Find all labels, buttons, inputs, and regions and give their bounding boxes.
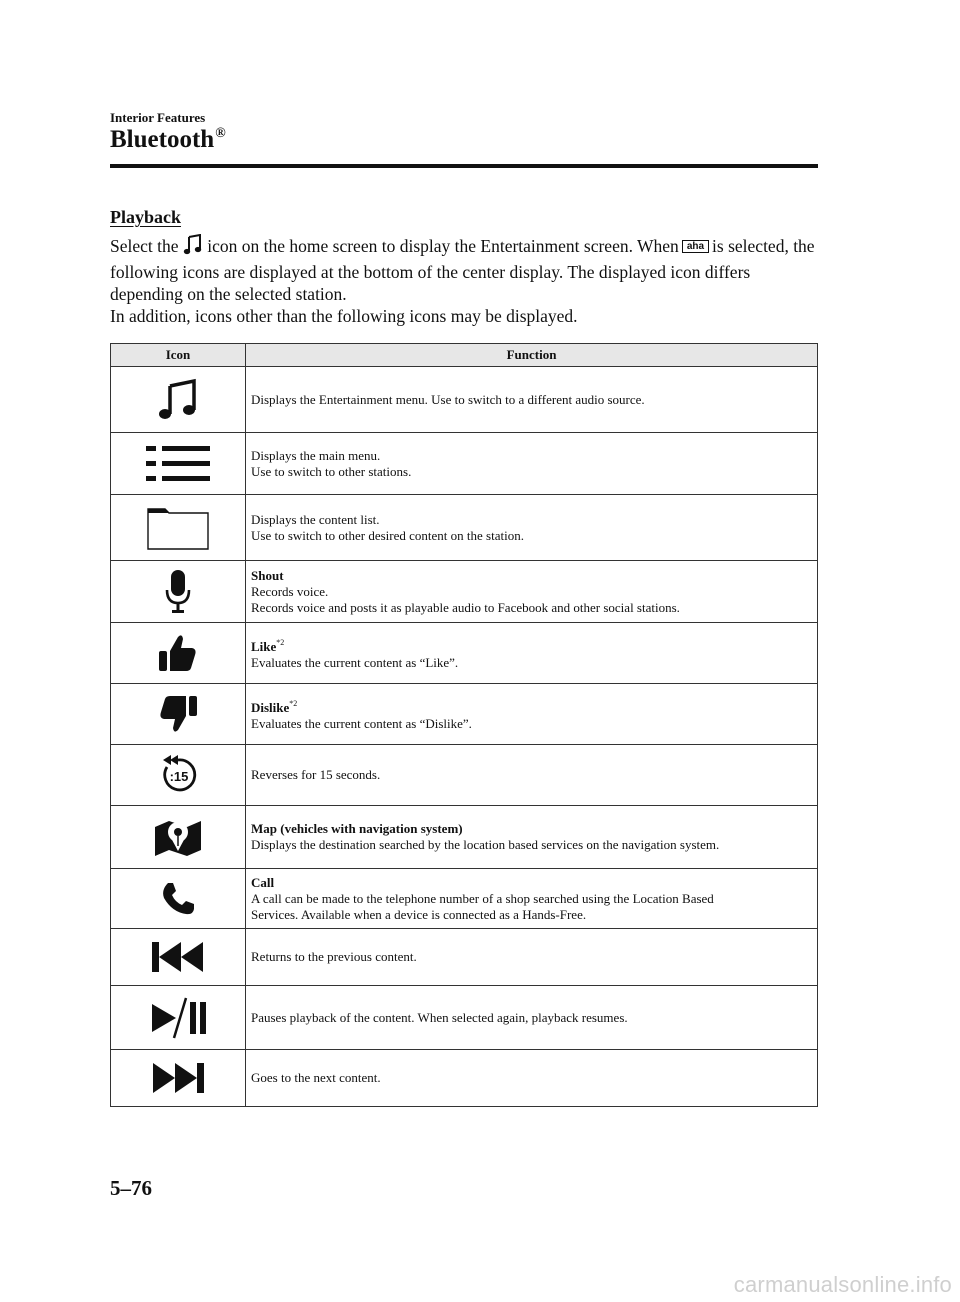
icon-cell — [111, 367, 246, 433]
table-row — [111, 806, 818, 869]
function-title — [251, 635, 817, 655]
function-text: Records voice. — [251, 583, 329, 599]
list-icon — [144, 454, 212, 469]
table-header-row — [111, 344, 818, 367]
function-text: Services. Available when a device is connected as a Hands-Free. — [251, 906, 587, 922]
icon-cell — [111, 684, 246, 745]
function-text: Use to switch to other stations. — [251, 463, 412, 479]
table-row — [111, 929, 818, 986]
function-text: Evaluates the current content as “Like”. — [251, 655, 459, 670]
icon-cell — [111, 561, 246, 623]
icon-cell — [111, 806, 246, 869]
previous-track-icon — [150, 948, 206, 963]
intro-part-c: is selected, the following icons are displayed at the bottom of the center display. The displayed icon differs depending on the selected station. — [110, 236, 815, 304]
aha-badge: aha — [682, 240, 709, 253]
table-row — [111, 684, 818, 745]
function-title — [251, 875, 817, 891]
microphone-icon — [164, 582, 192, 597]
function-text: Evaluates the current content as “Dislike”. — [251, 716, 472, 731]
music-note-icon — [156, 390, 200, 405]
function-title — [251, 821, 817, 837]
function-text: Displays the Entertainment menu. Use to switch to a different audio source. — [251, 391, 645, 407]
icon-cell — [111, 433, 246, 495]
icon-cell — [111, 495, 246, 561]
intro-part-b: icon on the home screen to display the Entertainment screen. When — [207, 236, 679, 256]
function-text: Displays the main menu. — [251, 447, 381, 463]
intro-part-a: Select the — [110, 236, 179, 256]
function-title-text: Like — [251, 639, 277, 654]
chapter-title — [110, 126, 226, 154]
function-title-text: Dislike — [251, 700, 290, 715]
header-rule — [110, 164, 818, 168]
table-row — [111, 561, 818, 623]
function-text: Reverses for 15 seconds. — [251, 767, 381, 782]
function-cell — [246, 623, 818, 684]
page-number: 5–76 — [110, 1176, 152, 1200]
table-row — [111, 495, 818, 561]
function-title — [251, 568, 817, 584]
function-cell — [246, 986, 818, 1050]
function-text: Pauses playback of the content. When selected again, playback resumes. — [251, 1009, 628, 1025]
svg-text::15: :15 — [169, 769, 189, 784]
icon-cell — [111, 986, 246, 1050]
function-title-text: Shout — [251, 567, 284, 583]
function-cell — [246, 433, 818, 495]
column-header-icon: Icon — [111, 344, 246, 367]
icon-cell — [111, 623, 246, 684]
function-text: Displays the destination searched by the location based services on the navigation system. — [251, 837, 720, 852]
table-row — [111, 745, 818, 806]
table-row — [111, 367, 818, 433]
play-pause-icon — [148, 1008, 208, 1023]
folder-icon — [147, 518, 209, 533]
function-text: Records voice and posts it as playable audio to Facebook and other social stations. — [251, 599, 680, 615]
table-row — [111, 869, 818, 929]
function-cell — [246, 684, 818, 745]
function-cell — [246, 806, 818, 869]
function-title — [251, 696, 817, 716]
playback-icon-table — [110, 343, 818, 1107]
registered-mark: ® — [215, 126, 226, 141]
playback-heading: Playback — [110, 207, 182, 227]
function-text: Returns to the previous content. — [251, 949, 417, 964]
table-row — [111, 433, 818, 495]
thumbs-up-icon — [158, 644, 198, 659]
watermark: carmanualsonline.info — [733, 1272, 952, 1297]
function-cell — [246, 929, 818, 986]
function-title-text: Map (vehicles with navigation system) — [251, 821, 463, 836]
chapter-title-text: Bluetooth — [110, 126, 215, 153]
function-cell — [246, 561, 818, 623]
table-row — [111, 623, 818, 684]
map-pin-icon — [153, 828, 203, 843]
function-cell — [246, 869, 818, 929]
music-note-icon — [183, 234, 203, 261]
phone-icon — [160, 889, 196, 904]
intro-part-d: In addition, icons other than the following icons may be displayed. — [110, 306, 578, 326]
icon-cell — [111, 1050, 246, 1107]
next-track-icon — [150, 1069, 206, 1084]
function-text: A call can be made to the telephone number of a shop searched using the Location Based — [251, 890, 714, 906]
footnote-mark: *2 — [276, 638, 285, 647]
rewind-15-icon — [158, 766, 198, 784]
function-cell — [246, 1050, 818, 1107]
thumbs-down-icon — [158, 705, 198, 720]
function-cell — [246, 367, 818, 433]
icon-cell — [111, 745, 246, 806]
column-header-function: Function — [246, 344, 818, 367]
section-label: Interior Features — [110, 110, 206, 125]
footnote-mark: *2 — [289, 699, 298, 708]
function-title-text: Call — [251, 874, 275, 890]
function-cell — [246, 745, 818, 806]
function-cell — [246, 495, 818, 561]
table-row — [111, 986, 818, 1050]
function-text: Displays the content list. — [251, 511, 380, 527]
function-text: Goes to the next content. — [251, 1070, 381, 1085]
icon-cell — [111, 929, 246, 986]
icon-cell — [111, 869, 246, 929]
table-row — [111, 1050, 818, 1107]
function-text: Use to switch to other desired content on the station. — [251, 527, 524, 543]
playback-intro — [110, 234, 826, 327]
